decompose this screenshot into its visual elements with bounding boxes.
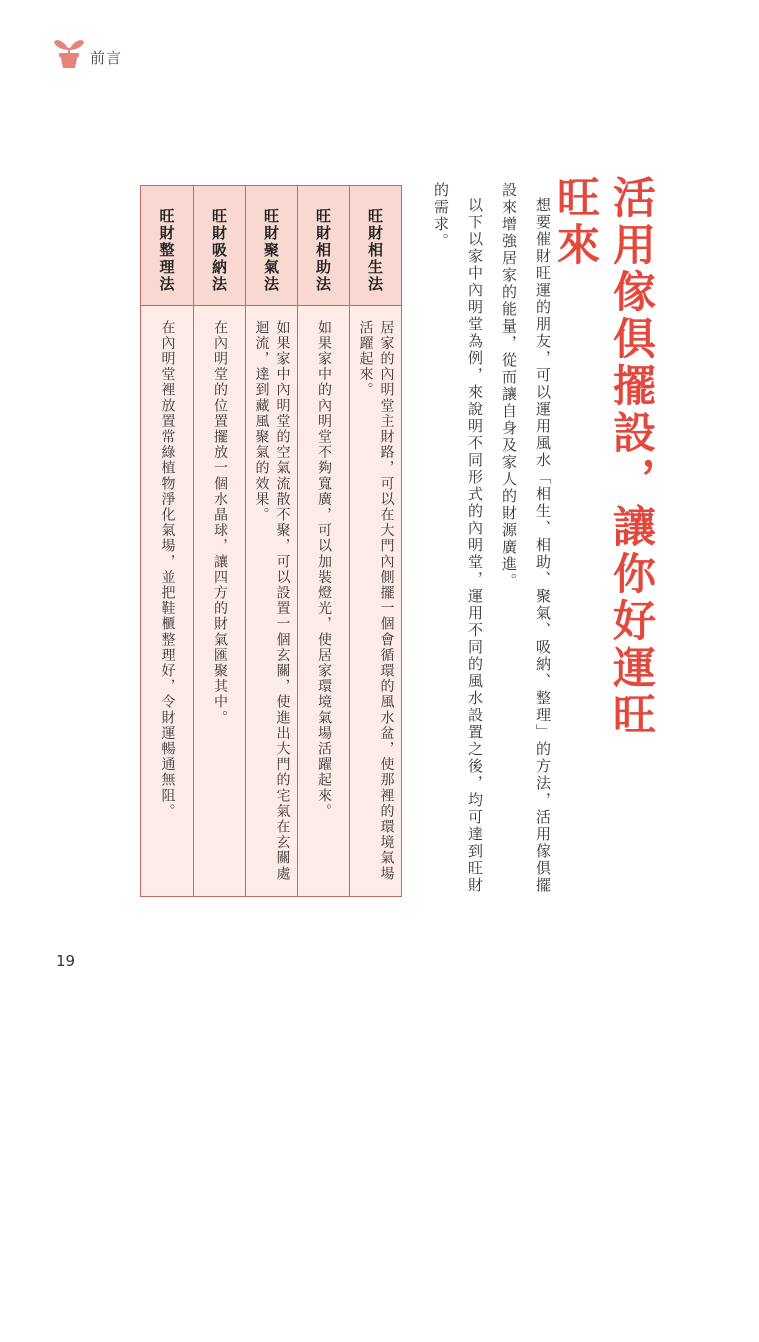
- method-table: [140, 185, 402, 897]
- method-column: [245, 186, 297, 896]
- method-column: [141, 186, 193, 896]
- method-name-cell: [141, 186, 193, 306]
- method-column: [193, 186, 245, 896]
- method-description-cell: [350, 306, 401, 896]
- page-number: 19: [56, 952, 76, 970]
- method-name: 旺財吸納法: [210, 208, 228, 293]
- intro-paragraph-1: 想要催財旺運的朋友，可以運用風水「相生、相助、聚氣、吸納、整理」的方法，活用傢俱擺設來增強居家的能量，從而讓自身及家人的財源廣進。: [500, 182, 552, 894]
- intro-text: [410, 182, 560, 910]
- method-name: 旺財相助法: [314, 208, 332, 293]
- method-description: 在內明堂的位置擺放一個水晶球，讓四方的財氣匯聚其中。: [212, 320, 228, 726]
- method-column: [297, 186, 349, 896]
- method-description: 如果家中的內明堂不夠寬廣，可以加裝燈光，使居家環境氣場活躍起來。: [316, 320, 332, 820]
- method-description: 居家的內明堂主財路，可以在大門內側擺一個會循環的風水盆，使那裡的環境氣場活躍起來。: [357, 320, 395, 882]
- method-name: 旺財相生法: [366, 208, 384, 293]
- method-name-cell: [350, 186, 401, 306]
- page-title: 活用傢俱擺設，讓你好運旺旺來: [550, 175, 656, 739]
- method-description-cell: [141, 306, 193, 896]
- method-name-cell: [246, 186, 297, 306]
- page-header: [52, 30, 122, 70]
- section-label: 前言: [90, 48, 123, 67]
- method-name: 旺財整理法: [157, 208, 176, 293]
- method-name-cell: [298, 186, 349, 306]
- method-column: [349, 186, 401, 896]
- method-description-cell: [298, 306, 349, 896]
- sprout-pot-icon: [52, 30, 86, 70]
- intro-paragraph-2: 以下以家中內明堂為例，來說明不同形式的內明堂，運用不同的風水設置之後，均可達到旺財的需求。: [432, 182, 484, 894]
- method-description: 如果家中內明堂的空氣流散不聚，可以設置一個玄關，使進出大門的宅氣在玄關處迴流，達到藏風聚氣的效果。: [253, 320, 291, 882]
- method-description: 在內明堂裡放置常綠植物淨化氣場，並把鞋櫃整理好，令財運暢通無阻。: [159, 320, 176, 820]
- method-description-cell: [194, 306, 245, 896]
- method-description-cell: [246, 306, 297, 896]
- method-name-cell: [194, 186, 245, 306]
- method-name: 旺財聚氣法: [262, 208, 280, 293]
